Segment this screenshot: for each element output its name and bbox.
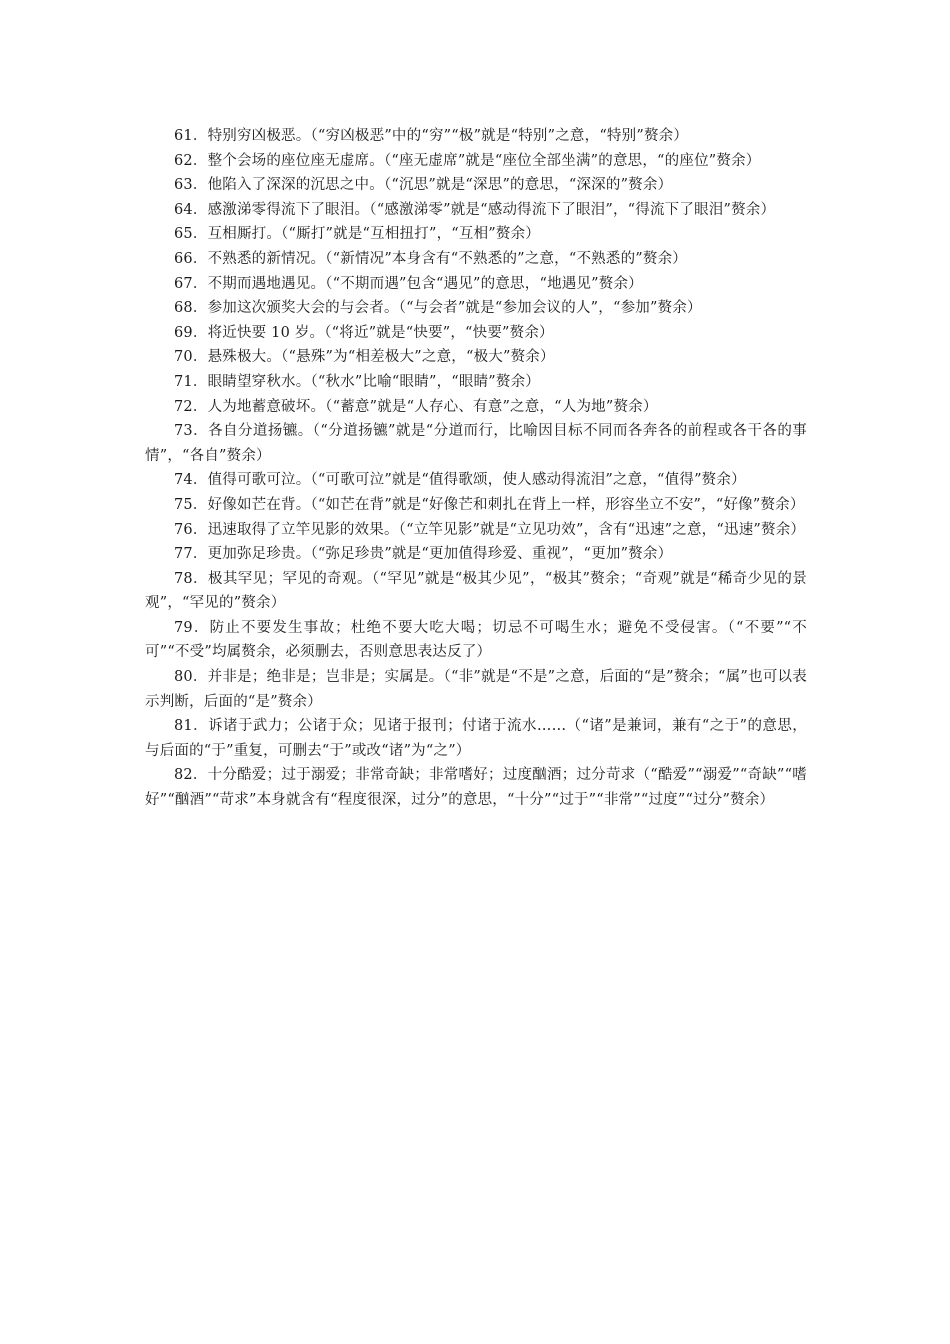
item-text: 诉诸于武力；公诸于众；见诸于报刊；付诸于流水……（“诸”是兼词，兼有“之于”的意思，与后面的“于”重复，可删去“于”或改“诸”为“之”） bbox=[145, 718, 807, 759]
list-item: 80．并非是；绝非是；岂非是；实属是。（“非”就是“不是”之意，后面的“是”赘余；“属”也可以表示判断，后面的“是”赘余） bbox=[145, 669, 807, 710]
list-item: 81．诉诸于武力；公诸于众；见诸于报刊；付诸于流水……（“诸”是兼词，兼有“之于”的意思，与后面的“于”重复，可删去“于”或改“诸”为“之”） bbox=[145, 718, 807, 759]
item-text: 各自分道扬镳。（“分道扬镳”就是“分道而行，比喻因目标不同而各奔各的前程或各干各的事情”，“各自”赘余） bbox=[145, 423, 808, 464]
item-text: 不熟悉的新情况。（“新情况”本身含有“不熟悉的”之意，“不熟悉的”赘余） bbox=[207, 250, 687, 267]
item-text: 极其罕见；罕见的奇观。（“罕见”就是“极其少见”，“极其”赘余；“奇观”就是“稀奇少见的景观”，“罕见的”赘余） bbox=[145, 570, 808, 612]
item-text: 参加这次颁奖大会的与会者。（“与会者”就是“参加会议的人”，“参加”赘余） bbox=[207, 300, 702, 317]
item-text: 将近快要 10 岁。（“将近”就是“快要”，“快要”赘余） bbox=[207, 324, 554, 341]
item-text: 眼睛望穿秋水。（“秋水”比喻“眼睛”，“眼睛”赘余） bbox=[207, 373, 540, 390]
list-item: 72．人为地蓄意破坏。（“蓄意”就是“人存心、有意”之意，“人为地”赘余） bbox=[174, 398, 658, 415]
item-text: 好像如芒在背。（“如芒在背”就是“好像芒和刺扎在背上一样，形容坐立不安”，“好像”赘余） bbox=[207, 496, 805, 513]
list-item: 78．极其罕见；罕见的奇观。（“罕见”就是“极其少见”，“极其”赘余；“奇观”就是“稀奇少见的景观”，“罕见的”赘余） bbox=[145, 570, 808, 612]
document-body bbox=[145, 124, 807, 813]
list-item: 65．互相厮打。（“厮打”就是“互相扭打”，“互相”赘余） bbox=[174, 226, 540, 243]
list-item: 79．防止不要发生事故；杜绝不要大吃大喝；切忌不可喝生水；避免不受侵害。（“不要”“不可”“不受”均属赘余，必须删去，否则意思表达反了） bbox=[145, 619, 807, 661]
list-item: 82．十分酷爱；过于溺爱；非常奇缺；非常嗜好；过度酗酒；过分苛求（“酷爱”“溺爱”“奇缺”“嗜好”“酗酒”“苛求”本身就含有“程度很深，过分”的意思，“十分”“过于”“非常”“过度”“过分”赘余） bbox=[145, 767, 808, 809]
list-item: 64．感激涕零得流下了眼泪。（“感激涕零”就是“感动得流下了眼泪”，“得流下了眼泪”赘余） bbox=[174, 201, 776, 218]
item-number: 71 bbox=[174, 373, 193, 390]
item-number: 68 bbox=[174, 300, 193, 317]
item-text: 更加弥足珍贵。（“弥足珍贵”就是“更加值得珍爱、重视”，“更加”赘余） bbox=[207, 546, 673, 563]
item-number: 72 bbox=[174, 398, 193, 415]
list-item: 62．整个会场的座位座无虚席。（“座无虚席”就是“座位全部坐满”的意思，“的座位”赘余） bbox=[174, 152, 761, 169]
item-text: 不期而遇地遇见。（“不期而遇”包含“遇见”的意思，“地遇见”赘余） bbox=[207, 275, 643, 292]
item-text: 人为地蓄意破坏。（“蓄意”就是“人存心、有意”之意，“人为地”赘余） bbox=[207, 398, 658, 415]
item-number: 65 bbox=[174, 226, 193, 243]
list-item: 73．各自分道扬镳。（“分道扬镳”就是“分道而行，比喻因目标不同而各奔各的前程或各干各的事情”，“各自”赘余） bbox=[145, 423, 808, 464]
item-number: 66 bbox=[174, 250, 193, 267]
item-number: 78 bbox=[174, 570, 193, 587]
item-number: 74 bbox=[174, 472, 193, 489]
list-item: 75．好像如芒在背。（“如芒在背”就是“好像芒和刺扎在背上一样，形容坐立不安”，“好像”赘余） bbox=[174, 496, 805, 513]
item-number: 67 bbox=[174, 275, 193, 292]
item-text: 十分酷爱；过于溺爱；非常奇缺；非常嗜好；过度酗酒；过分苛求（“酷爱”“溺爱”“奇缺”“嗜好”“酗酒”“苛求”本身就含有“程度很深，过分”的意思，“十分”“过于”“非常”“过度”“过分”赘余） bbox=[145, 767, 808, 809]
item-number: 62 bbox=[174, 152, 193, 169]
item-number: 82 bbox=[174, 767, 193, 784]
list-item: 74．值得可歌可泣。（“可歌可泣”就是“值得歌颂，使人感动得流泪”之意，“值得”赘余） bbox=[174, 472, 746, 489]
item-text: 值得可歌可泣。（“可歌可泣”就是“值得歌颂，使人感动得流泪”之意，“值得”赘余） bbox=[207, 472, 746, 489]
item-number: 76 bbox=[174, 521, 193, 538]
list-item: 69．将近快要 10 岁。（“将近”就是“快要”，“快要”赘余） bbox=[174, 324, 554, 341]
list-item: 63．他陷入了深深的沉思之中。（“沉思”就是“深思”的意思，“深深的”赘余） bbox=[174, 177, 673, 194]
list-item: 61．特别穷凶极恶。（“穷凶极恶”中的“穷”“极”就是“特别”之意，“特别”赘余） bbox=[174, 128, 689, 144]
item-text: 迅速取得了立竿见影的效果。（“立竿见影”就是“立见功效”，含有“迅速”之意，“迅速”赘余） bbox=[207, 521, 806, 538]
item-text: 防止不要发生事故；杜绝不要大吃大喝；切忌不可喝生水；避免不受侵害。（“不要”“不可”“不受”均属赘余，必须删去，否则意思表达反了） bbox=[145, 619, 807, 661]
item-text: 特别穷凶极恶。（“穷凶极恶”中的“穷”“极”就是“特别”之意，“特别”赘余） bbox=[207, 128, 689, 144]
list-item: 67．不期而遇地遇见。（“不期而遇”包含“遇见”的意思，“地遇见”赘余） bbox=[174, 275, 643, 292]
list-item: 70．悬殊极大。（“悬殊”为“相差极大”之意，“极大”赘余） bbox=[174, 349, 555, 366]
item-number: 70 bbox=[174, 349, 193, 366]
item-number: 75 bbox=[174, 496, 193, 513]
list-item: 76．迅速取得了立竿见影的效果。（“立竿见影”就是“立见功效”，含有“迅速”之意，“迅速”赘余） bbox=[174, 521, 806, 538]
item-number: 63 bbox=[174, 177, 193, 194]
list-item: 77．更加弥足珍贵。（“弥足珍贵”就是“更加值得珍爱、重视”，“更加”赘余） bbox=[174, 546, 673, 563]
item-number: 79 bbox=[174, 619, 193, 636]
item-text: 感激涕零得流下了眼泪。（“感激涕零”就是“感动得流下了眼泪”，“得流下了眼泪”赘余） bbox=[207, 201, 776, 218]
item-number: 81 bbox=[174, 718, 193, 735]
item-number: 77 bbox=[174, 546, 193, 563]
list-item: 68．参加这次颁奖大会的与会者。（“与会者”就是“参加会议的人”，“参加”赘余） bbox=[174, 300, 702, 317]
list-item: 71．眼睛望穿秋水。（“秋水”比喻“眼睛”，“眼睛”赘余） bbox=[174, 373, 540, 390]
item-text: 他陷入了深深的沉思之中。（“沉思”就是“深思”的意思，“深深的”赘余） bbox=[207, 177, 673, 194]
item-text: 悬殊极大。（“悬殊”为“相差极大”之意，“极大”赘余） bbox=[207, 349, 555, 366]
item-number: 69 bbox=[174, 324, 193, 341]
item-number: 64 bbox=[174, 201, 193, 218]
item-text: 整个会场的座位座无虚席。（“座无虚席”就是“座位全部坐满”的意思，“的座位”赘余） bbox=[207, 152, 761, 169]
item-number: 61 bbox=[174, 128, 193, 144]
item-text: 互相厮打。（“厮打”就是“互相扭打”，“互相”赘余） bbox=[207, 226, 540, 243]
list-item: 66．不熟悉的新情况。（“新情况”本身含有“不熟悉的”之意，“不熟悉的”赘余） bbox=[174, 250, 687, 267]
item-number: 80 bbox=[174, 669, 193, 686]
item-number: 73 bbox=[174, 423, 193, 440]
item-text: 并非是；绝非是；岂非是；实属是。（“非”就是“不是”之意，后面的“是”赘余；“属”也可以表示判断，后面的“是”赘余） bbox=[145, 669, 807, 710]
